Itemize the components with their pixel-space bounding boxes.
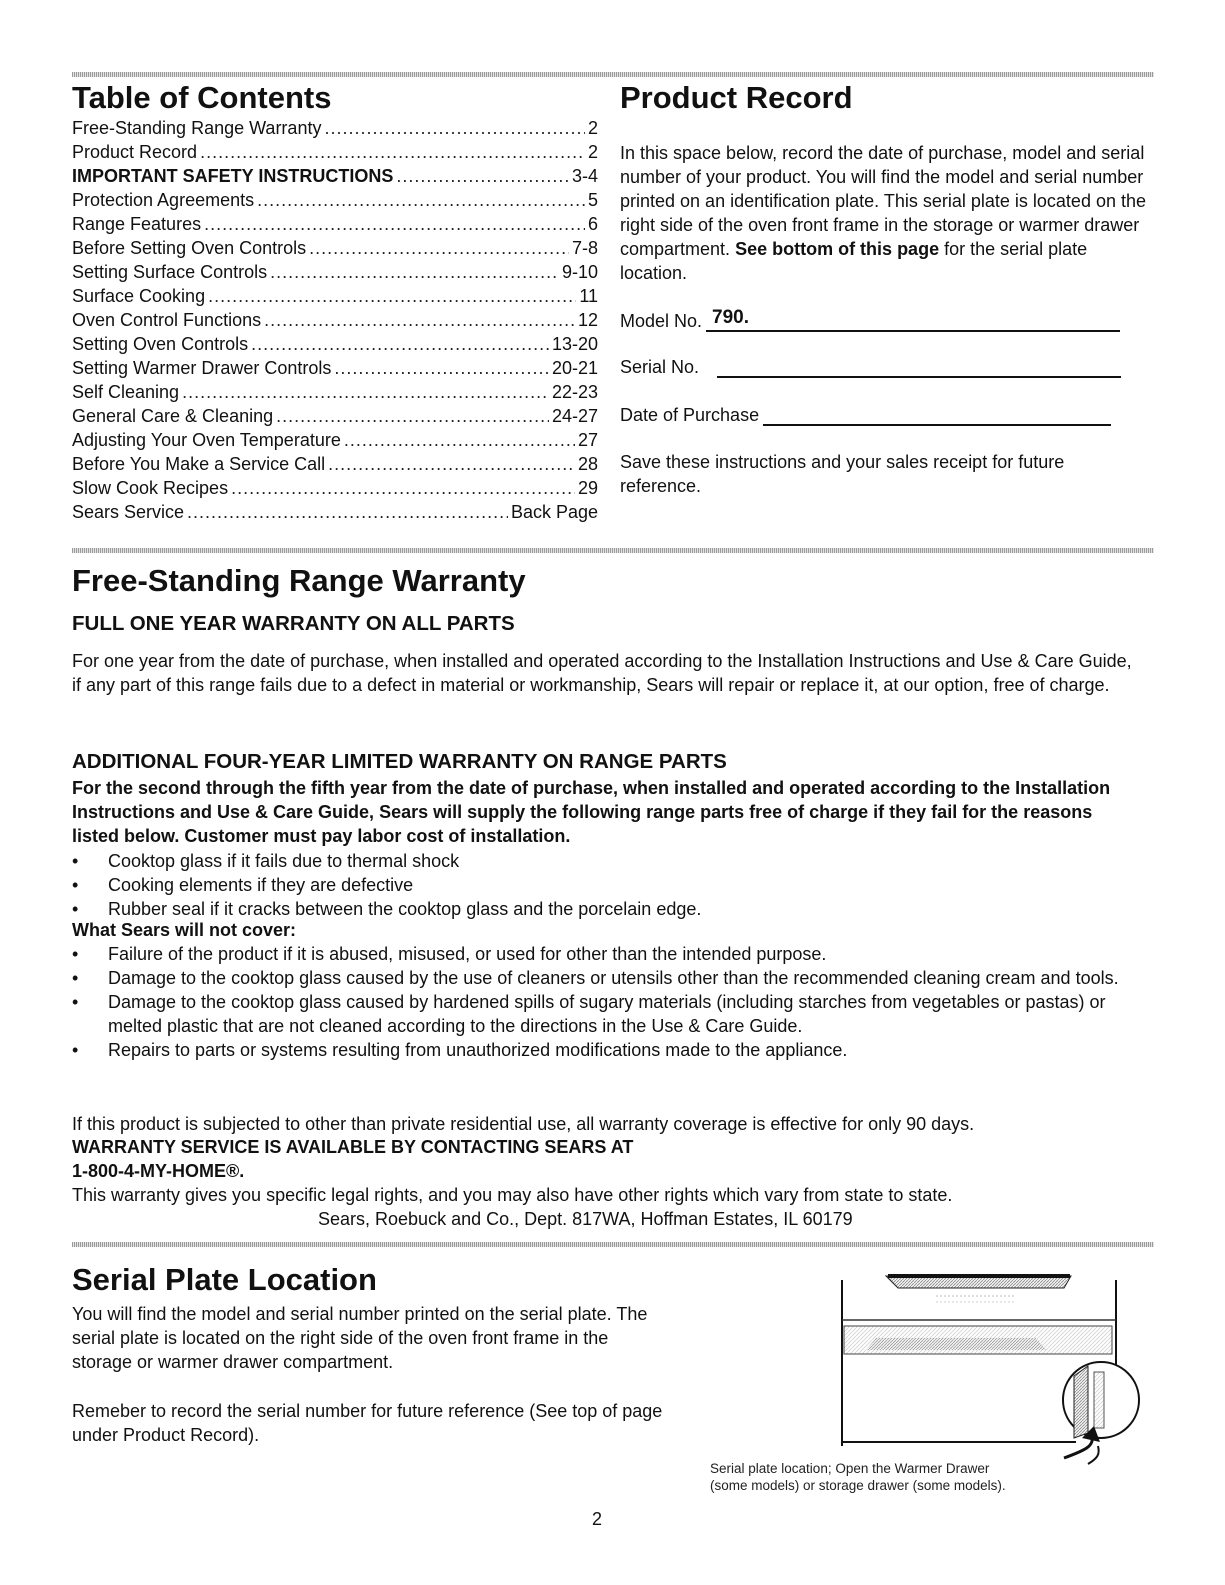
product-record-heading: Product Record <box>620 80 853 115</box>
serial-plate-caption <box>710 1460 1150 1494</box>
list-item: • Failure of the product if it is abused, misused, or used for other than the intended purpose. <box>72 942 1132 966</box>
covered-parts-list <box>72 849 1132 921</box>
toc-leader-dots <box>257 190 585 211</box>
toc-entry <box>72 262 598 286</box>
toc-entry <box>72 166 598 190</box>
toc-leader-dots <box>270 262 559 283</box>
toc-entry-page: 3-4 <box>571 166 598 186</box>
toc-entry-page: 12 <box>577 310 598 330</box>
toc-entry-page: 11 <box>579 286 598 306</box>
toc-entry-title: Setting Oven Controls <box>72 334 249 354</box>
warranty-service-phone: 1-800-4-MY-HOME®. <box>72 1161 245 1181</box>
serial-plate-para2: Remeber to record the serial number for future reference (See top of page under Product Record). <box>72 1401 663 1445</box>
product-record-intro-text: In this space below, record the date of purchase, model and serial number of your product. You will find the model and serial number printed on an identification plate. This serial plate is located on the right side of the oven front frame in the storage or warmer drawer compartment. <box>620 143 1146 259</box>
serial-number-field[interactable] <box>717 352 1121 378</box>
additional-warranty-text: For the second through the fifth year from the date of purchase, when installed and operated according to the Installation Instructions and Use & Care Guide, Sears will supply the following range parts free of charge if they fail for the reasons listed below. Customer must pay labor cost of installation. <box>72 778 1111 846</box>
serial-number-row <box>620 352 1121 378</box>
toc-entry-page: 13-20 <box>551 334 598 354</box>
product-record-intro-end: for the serial plate location. <box>620 239 1088 283</box>
toc-entry <box>72 358 598 382</box>
toc-leader-dots <box>187 502 508 523</box>
toc-entry <box>72 310 598 334</box>
list-item: • Cooktop glass if it fails due to thermal shock <box>72 849 1132 873</box>
toc-entry-page: 7-8 <box>571 238 598 258</box>
toc-entry-title: Setting Warmer Drawer Controls <box>72 358 332 378</box>
toc-entry-title: Product Record <box>72 142 198 162</box>
warmer-drawer-illustration <box>836 1268 1154 1468</box>
toc-entry-page: 29 <box>577 478 598 498</box>
toc-entry-page: 22-23 <box>551 382 598 402</box>
toc-entry-page: 24-27 <box>551 406 598 426</box>
residential-use-note: If this product is subjected to other than private residential use, all warranty coverage is effective for only 90 days. <box>72 1114 975 1134</box>
toc-entry <box>72 334 598 358</box>
toc-entry-page: 9-10 <box>561 262 598 282</box>
toc-entry-page: 28 <box>577 454 598 474</box>
toc-entry <box>72 238 598 262</box>
toc-entry-title: Free-Standing Range Warranty <box>72 118 322 138</box>
toc-entry <box>72 454 598 478</box>
warranty-service-line1: WARRANTY SERVICE IS AVAILABLE BY CONTACTING SEARS AT <box>72 1137 634 1157</box>
toc-leader-dots <box>182 382 549 403</box>
toc-leader-dots <box>264 310 575 331</box>
toc-leader-dots <box>204 214 585 235</box>
toc-entry-title: Before Setting Oven Controls <box>72 238 307 258</box>
date-of-purchase-row <box>620 400 1111 426</box>
toc-entry-title: IMPORTANT SAFETY INSTRUCTIONS <box>72 166 394 186</box>
save-instructions-note: Save these instructions and your sales receipt for future reference. <box>620 452 1065 496</box>
legal-rights-text: This warranty gives you specific legal rights, and you may also have other rights which vary from state to state. <box>72 1185 953 1205</box>
toc-heading: Table of Contents <box>72 80 332 115</box>
toc-entry <box>72 118 598 142</box>
toc-leader-dots <box>200 142 585 163</box>
toc-entry-page: Back Page <box>510 502 598 522</box>
toc-entry-title: Protection Agreements <box>72 190 255 210</box>
toc-entry-title: Slow Cook Recipes <box>72 478 229 498</box>
full-warranty-heading: FULL ONE YEAR WARRANTY ON ALL PARTS <box>72 612 515 635</box>
toc-entry-title: Sears Service <box>72 502 185 522</box>
toc-entry-title: General Care & Cleaning <box>72 406 274 426</box>
list-item: • Cooking elements if they are defective <box>72 873 1132 897</box>
serial-number-label: Serial No. <box>620 357 700 377</box>
toc-entry-title: Range Features <box>72 214 202 234</box>
top-divider <box>72 72 1154 77</box>
product-record-intro <box>620 141 1150 285</box>
full-warranty-text: For one year from the date of purchase, when installed and operated according to the Installation Instructions and Use & Care Guide, if any part of this range fails due to a defect in material or workmanship, Sears will repair or replace it, at our option, free of charge. <box>72 651 1132 695</box>
toc-entry <box>72 286 598 310</box>
not-covered-heading: What Sears will not cover: <box>72 920 297 940</box>
additional-warranty-heading: ADDITIONAL FOUR-YEAR LIMITED WARRANTY ON RANGE PARTS <box>72 750 727 773</box>
model-number-field[interactable] <box>706 306 1120 332</box>
toc-leader-dots <box>334 358 549 379</box>
toc-leader-dots <box>344 430 575 451</box>
toc-entry <box>72 382 598 406</box>
date-of-purchase-field[interactable] <box>763 400 1111 426</box>
serial-plate-para1: You will find the model and serial number printed on the serial plate. The serial plate is located on the right side of the oven front frame in the storage or warmer drawer compartment. <box>72 1304 648 1372</box>
sears-address: Sears, Roebuck and Co., Dept. 817WA, Hoffman Estates, IL 60179 <box>318 1209 853 1229</box>
toc-leader-dots <box>396 166 569 187</box>
date-of-purchase-label: Date of Purchase <box>620 405 760 425</box>
toc-entry <box>72 430 598 454</box>
serial-plate-heading: Serial Plate Location <box>72 1262 377 1297</box>
toc-entry-page: 27 <box>577 430 598 450</box>
toc-leader-dots <box>231 478 575 499</box>
toc-entry-page: 20-21 <box>551 358 598 378</box>
table-of-contents <box>72 118 598 526</box>
toc-entry-title: Self Cleaning <box>72 382 180 402</box>
list-item: • Repairs to parts or systems resulting from unauthorized modifications made to the appliance. <box>72 1038 1132 1062</box>
model-number-value: 790. <box>712 307 750 328</box>
toc-entry-title: Surface Cooking <box>72 286 206 306</box>
model-number-row <box>620 306 1120 332</box>
toc-entry-title: Adjusting Your Oven Temperature <box>72 430 341 450</box>
toc-entry <box>72 406 598 430</box>
toc-entry-page: 6 <box>587 214 598 234</box>
mid-divider <box>72 548 1154 553</box>
toc-entry <box>72 214 598 238</box>
list-item: • Damage to the cooktop glass caused by hardened spills of sugary materials (including starches from vegetables or pastas) or melted plastic that are not cleaned according to the directions in the Use & Care Guide. <box>72 990 1132 1038</box>
toc-entry-page: 5 <box>587 190 598 210</box>
caption-line-1: Serial plate location; Open the Warmer Drawer <box>710 1461 990 1476</box>
toc-entry <box>72 190 598 214</box>
toc-entry-title: Oven Control Functions <box>72 310 262 330</box>
page-number: 2 <box>592 1509 603 1529</box>
toc-entry-title: Before You Make a Service Call <box>72 454 326 474</box>
caption-line-2: (some models) or storage drawer (some models). <box>710 1478 1006 1493</box>
not-covered-list <box>72 942 1132 1062</box>
toc-entry-page: 2 <box>587 142 598 162</box>
toc-leader-dots <box>208 286 576 307</box>
toc-leader-dots <box>251 334 549 355</box>
toc-entry <box>72 478 598 502</box>
toc-entry-page: 2 <box>587 118 598 138</box>
bottom-divider <box>72 1242 1154 1247</box>
list-item: • Rubber seal if it cracks between the cooktop glass and the porcelain edge. <box>72 897 1132 921</box>
toc-leader-dots <box>324 118 585 139</box>
toc-entry-title: Setting Surface Controls <box>72 262 268 282</box>
warranty-heading: Free-Standing Range Warranty <box>72 563 526 598</box>
model-number-label: Model No. <box>620 311 703 331</box>
toc-entry <box>72 502 598 526</box>
toc-leader-dots <box>309 238 569 259</box>
toc-leader-dots <box>276 406 549 427</box>
list-item: • Damage to the cooktop glass caused by the use of cleaners or utensils other than the recommended cleaning cream and tools. <box>72 966 1132 990</box>
product-record-intro-bold: See bottom of this page <box>735 239 940 259</box>
toc-entry <box>72 142 598 166</box>
toc-leader-dots <box>328 454 575 475</box>
